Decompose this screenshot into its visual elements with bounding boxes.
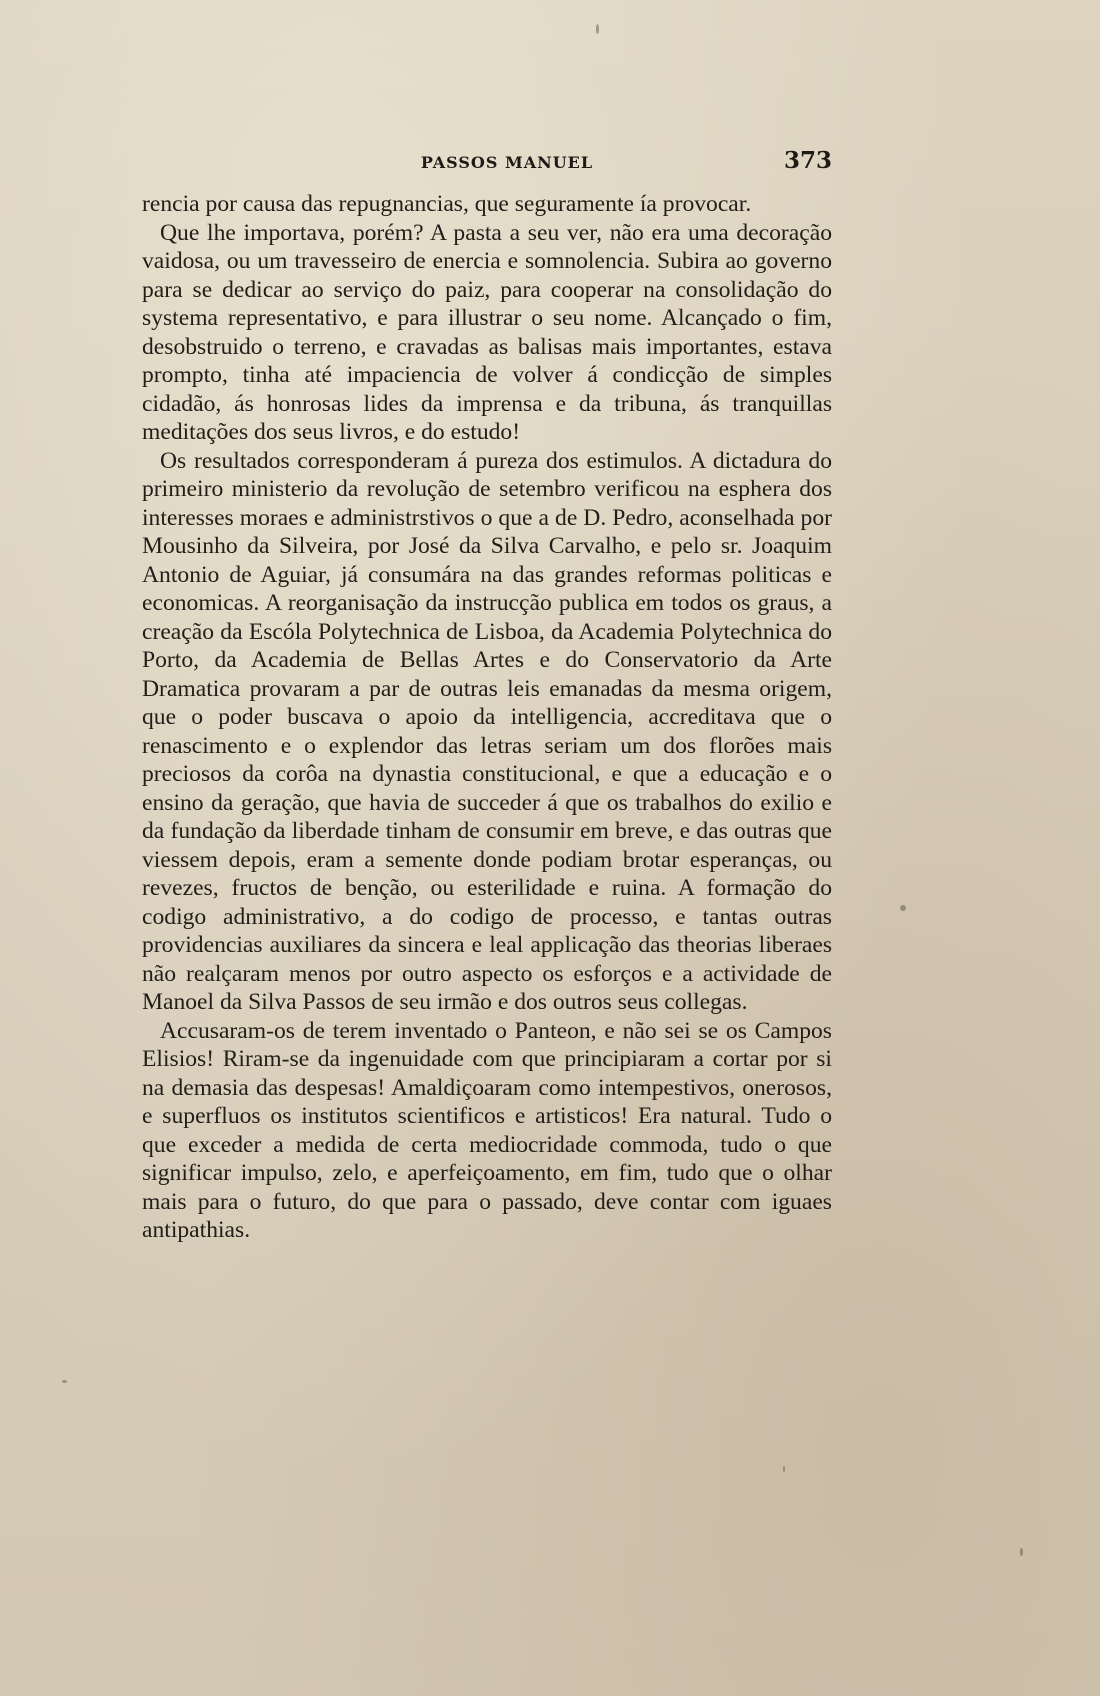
page-number: 373	[783, 147, 832, 174]
paper-speck	[1020, 1548, 1023, 1556]
paragraph-4: Accusaram-os de terem inventado o Panteon, e não sei se os Campos Elisios! Riram-se da ingenuidade com que principiaram a cortar por si na demasia das despesas! Amaldiçoaram como intempestivos, onerosos, e superfluos os institutos scientificos e artisticos! Era natural. Tudo o que exceder a medida de certa mediocridade commoda, tudo o que significar impulso, zelo, e aperfeiçoamento, em fim, tudo que o olhar mais para o futuro, do que para o passado, deve contar com iguaes antipathias.	[142, 1017, 832, 1243]
body-text	[142, 190, 832, 1245]
paper-speck	[596, 24, 599, 34]
page-header	[142, 147, 832, 177]
paragraph-2: Que lhe importava, porém? A pasta a seu ver, não era uma decoração vaidosa, ou um travesseiro de enercia e somnolencia. Subira ao governo para se dedicar ao serviço do paiz, para cooperar na consolidação do systema representativo, e para illustrar o seu nome. Alcançado o fim, desobstruido o terreno, e cravadas as balisas mais importantes, estava prompto, tinha até impaciencia de volver á condicção de simples cidadão, ás honrosas lides da imprensa e da tribuna, ás tranquillas meditações dos seus livros, e do estudo!	[142, 219, 832, 445]
paper-speck	[900, 905, 906, 911]
paragraph-3: Os resultados corresponderam á pureza dos estimulos. A dictadura do primeiro ministerio da revolução de setembro verificou na esphera dos interesses moraes e administrstivos o que a de D. Pedro, aconselhada por Mousinho da Silveira, por José da Silva Carvalho, e pelo sr. Joaquim Antonio de Aguiar, já consumára na das grandes reformas politicas e economicas. A reorganisação da instrucção publica em todos os graus, a creação da Escóla Polytechnica de Lisboa, da Academia Polytechnica do Porto, da Academia de Bellas Artes e do Conservatorio da Arte Dramatica provaram a par de outras leis emanadas da mesma origem, que o poder buscava o apoio da intelligencia, accreditava que o renascimento e o explendor das letras seriam um dos florões mais preciosos da corôa na dynastia constitucional, e que a educação e o ensino da geração, que havia de succeder á que os trabalhos do exilio e da fundação da liberdade tinham de consumir em breve, e das outras que viessem depois, eram a semente donde podiam brotar esperanças, ou revezes, fructos de benção, ou esterilidade e ruina. A formação do codigo administrativo, a do codigo de processo, e tantas outras providencias auxiliares da sincera e leal applicação das theorias liberaes não realçaram menos por outro aspecto os esforços e a actividade de Manoel da Silva Passos de seu irmão e dos outros seus collegas.	[142, 447, 832, 1015]
running-title: PASSOS MANUEL	[420, 153, 594, 172]
paragraph-1: rencia por causa das repugnancias, que seguramente ía provocar.	[142, 191, 752, 217]
paper-speck	[62, 1380, 67, 1383]
paper-speck	[783, 1466, 785, 1472]
